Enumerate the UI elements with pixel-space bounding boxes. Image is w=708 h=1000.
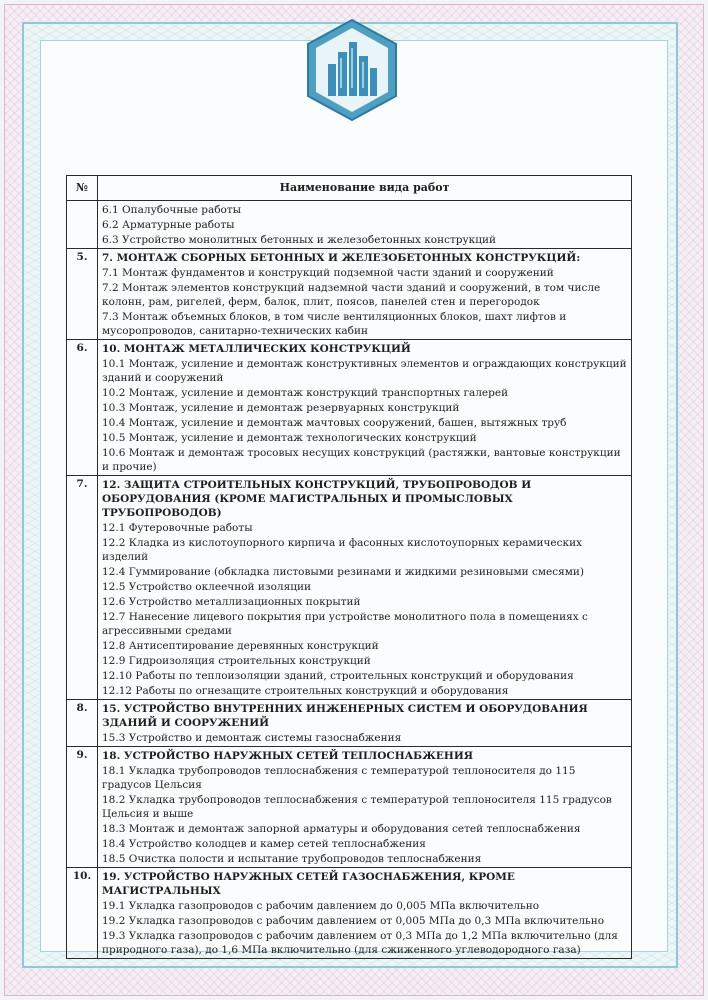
work-item: 18.1 Укладка трубопроводов теплоснабжения с температурой теплоносителя до 115 градусов Цельсия [102,765,576,791]
work-item: 12.2 Кладка из кислотоупорного кирпича и фасонных кислотоупорных керамических изделий [102,537,583,563]
work-item: 19.2 Укладка газопроводов с рабочим давлением от 0,005 МПа до 0,3 МПа включительно [102,915,605,927]
work-item: 19.1 Укладка газопроводов с рабочим давлением до 0,005 МПа включительно [102,900,540,912]
table-row [67,747,632,868]
work-type-cell [98,476,632,700]
row-number: 9. [67,747,98,868]
organization-logo [302,16,402,124]
table-row [67,700,632,747]
work-item: 12.1 Футеровочные работы [102,522,253,534]
row-number: 6. [67,340,98,476]
work-item: 6.3 Устройство монолитных бетонных и железобетонных конструкций [102,234,496,246]
work-item: 7.1 Монтаж фундаментов и конструкций подземной части зданий и сооружений [102,267,554,279]
table-row [67,201,632,249]
work-item: 12.6 Устройство металлизационных покрытий [102,596,361,608]
work-item: 18.2 Укладка трубопроводов теплоснабжения с температурой теплоносителя 115 градусов Цельсия и выше [102,794,612,820]
work-item: 19.3 Укладка газопроводов с рабочим давлением от 0,3 МПа до 1,2 МПа включительно (для природного газа), до 1,6 МПа включительно (для сжиженного углеводородного газа) [102,930,618,956]
table-row [67,249,632,340]
work-item: 12.9 Гидроизоляция строительных конструкций [102,655,371,667]
section-title: 12. ЗАЩИТА СТРОИТЕЛЬНЫХ КОНСТРУКЦИЙ, ТРУБОПРОВОДОВ И ОБОРУДОВАНИЯ (КРОМЕ МАГИСТРАЛЬНЫХ И ПРОМЫСЛОВЫХ ТРУБОПРОВОДОВ) [102,479,532,519]
work-item: 10.4 Монтаж, усиление и демонтаж мачтовых сооружений, башен, вытяжных труб [102,417,567,429]
work-item: 12.5 Устройство оклеечной изоляции [102,581,311,593]
section-title: 7. МОНТАЖ СБОРНЫХ БЕТОННЫХ И ЖЕЛЕЗОБЕТОННЫХ КОНСТРУКЦИЙ: [102,252,581,264]
work-item: 6.2 Арматурные работы [102,219,235,231]
work-type-cell [98,700,632,747]
section-title: 18. УСТРОЙСТВО НАРУЖНЫХ СЕТЕЙ ТЕПЛОСНАБЖЕНИЯ [102,750,474,762]
work-type-cell [98,747,632,868]
work-item: 10.5 Монтаж, усиление и демонтаж технологических конструкций [102,432,477,444]
work-type-cell [98,868,632,959]
work-item: 15.3 Устройство и демонтаж системы газоснабжения [102,732,402,744]
table-header-row [67,176,632,201]
row-number: 7. [67,476,98,700]
work-item: 12.8 Антисептирование деревянных конструкций [102,640,379,652]
row-number [67,201,98,249]
work-item: 18.4 Устройство колодцев и камер сетей теплоснабжения [102,838,426,850]
row-number: 5. [67,249,98,340]
column-header-number: № [67,176,98,201]
work-item: 18.5 Очистка полости и испытание трубопроводов теплоснабжения [102,853,482,865]
work-types-table [66,175,632,959]
table-row [67,476,632,700]
section-title: 19. УСТРОЙСТВО НАРУЖНЫХ СЕТЕЙ ГАЗОСНАБЖЕНИЯ, КРОМЕ МАГИСТРАЛЬНЫХ [102,871,515,897]
work-item: 12.10 Работы по теплоизоляции зданий, строительных конструкций и оборудования [102,670,574,682]
work-item: 6.1 Опалубочные работы [102,204,242,216]
work-item: 18.3 Монтаж и демонтаж запорной арматуры и оборудования сетей теплоснабжения [102,823,581,835]
work-item: 12.12 Работы по огнезащите строительных конструкций и оборудования [102,685,509,697]
work-item: 10.6 Монтаж и демонтаж тросовых несущих конструкций (растяжки, вантовые конструкции и прочие) [102,447,621,473]
section-title: 15. УСТРОЙСТВО ВНУТРЕННИХ ИНЖЕНЕРНЫХ СИСТЕМ И ОБОРУДОВАНИЯ ЗДАНИЙ И СООРУЖЕНИЙ [102,703,588,729]
work-item: 10.1 Монтаж, усиление и демонтаж конструктивных элементов и ограждающих конструкций зданий и сооружений [102,358,627,384]
section-title: 10. МОНТАЖ МЕТАЛЛИЧЕСКИХ КОНСТРУКЦИЙ [102,343,411,355]
work-item: 12.7 Нанесение лицевого покрытия при устройстве монолитного пола в помещениях с агрессивными средами [102,611,588,637]
work-item: 7.3 Монтаж объемных блоков, в том числе вентиляционных блоков, шахт лифтов и мусоропроводов, санитарно-технических кабин [102,311,567,337]
work-type-cell [98,249,632,340]
table-row [67,868,632,959]
work-item: 10.3 Монтаж, усиление и демонтаж резервуарных конструкций [102,402,460,414]
table-row [67,340,632,476]
work-type-cell [98,201,632,249]
work-type-cell [98,340,632,476]
work-item: 10.2 Монтаж, усиление и демонтаж конструкций транспортных галерей [102,387,509,399]
row-number: 10. [67,868,98,959]
column-header-work-name: Наименование вида работ [98,176,632,201]
work-item: 7.2 Монтаж элементов конструкций надземной части зданий и сооружений, в том числе колонн, рам, ригелей, ферм, балок, плит, поясов, панелей стен и перегородок [102,282,601,308]
work-item: 12.4 Гуммирование (обкладка листовыми резинами и жидкими резиновыми смесями) [102,566,584,578]
row-number: 8. [67,700,98,747]
